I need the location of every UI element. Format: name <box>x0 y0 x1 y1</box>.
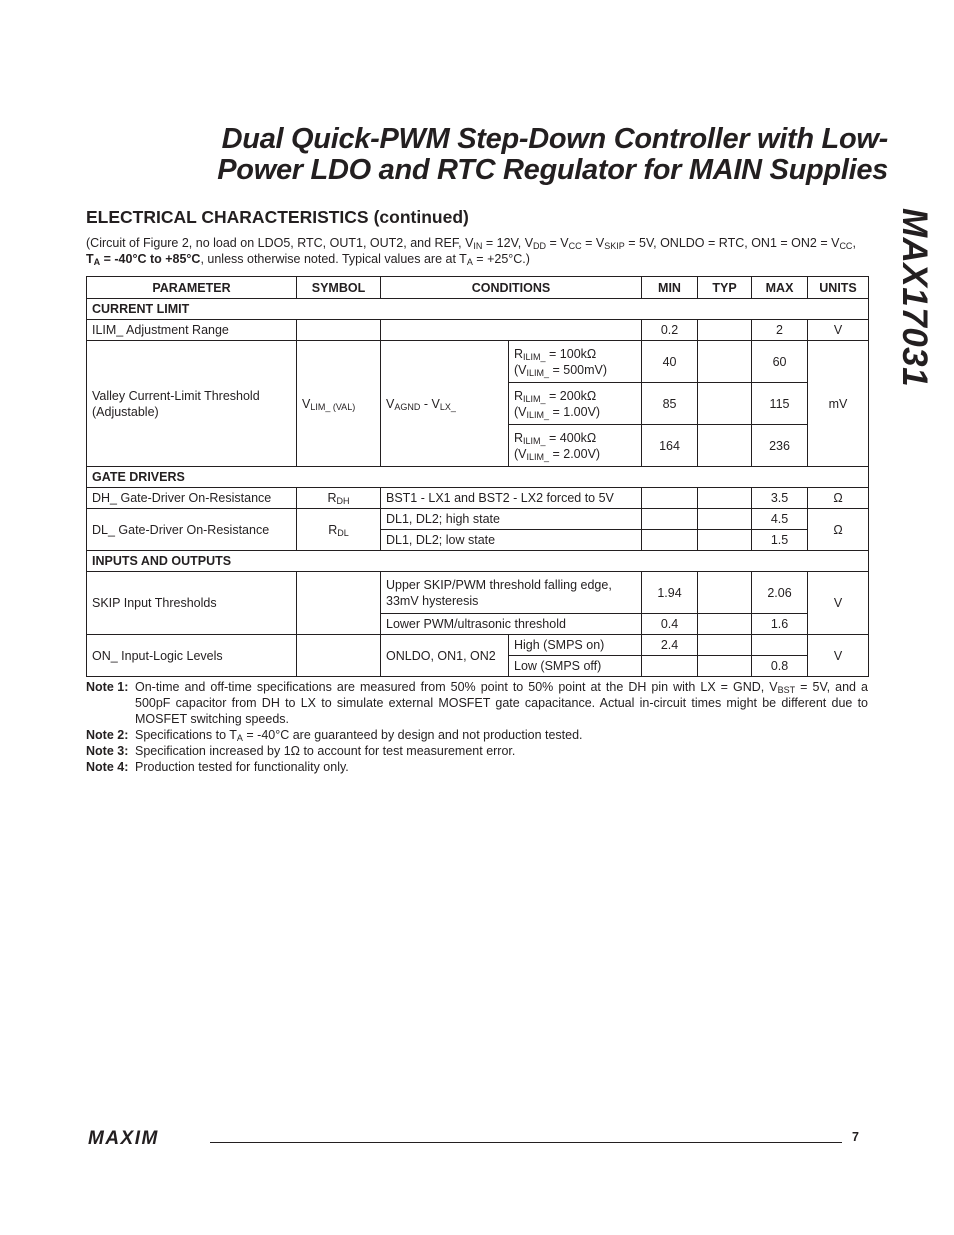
subcondition-cell <box>509 341 642 383</box>
symbol-text: V <box>302 396 311 411</box>
cond-sub: SKIP <box>604 241 625 251</box>
conditions-cell: ONLDO, ON1, ON2 <box>381 635 509 677</box>
section-title <box>86 207 469 228</box>
note-text-part: = 5V, and a 500pF capacitor from DH to LX to simulate external MOSFET gate capacitance. Actual in-circuit times might be different due to MOSFET switching speeds. <box>135 680 868 726</box>
typ-cell <box>698 572 752 614</box>
page-number: 7 <box>852 1130 859 1144</box>
cond-line: Upper SKIP/PWM threshold falling edge, <box>386 577 612 592</box>
note-text-part: Specifications to T <box>135 728 237 742</box>
subcondition-cell: Low (SMPS off) <box>509 656 642 677</box>
cond-text: (Circuit of Figure 2, no load on LDO5, RTC, OUT1, OUT2, and REF, V <box>86 236 474 250</box>
section-title-text: ELECTRICAL CHARACTERISTICS <box>86 207 369 227</box>
note-sub: BST <box>777 685 796 695</box>
typ-cell <box>698 383 752 425</box>
max-cell: 1.6 <box>752 614 808 635</box>
typ-cell <box>698 488 752 509</box>
group-inputs-outputs: INPUTS AND OUTPUTS <box>87 551 869 572</box>
cond-sub: IN <box>473 241 483 251</box>
notes <box>86 679 868 775</box>
sub-sub: ILIM_ <box>526 367 550 378</box>
sub-text: (V <box>514 362 527 377</box>
min-cell <box>642 509 698 530</box>
sub-text: = 200kΩ <box>545 388 597 403</box>
cond-text: = 5V, ONLDO = RTC, ON1 = ON2 = V <box>624 236 840 250</box>
conditions-cell: BST1 - LX1 and BST2 - LX2 forced to 5V <box>381 488 642 509</box>
header-units: UNITS <box>808 277 869 299</box>
param-cell: ILIM_ Adjustment Range <box>87 320 297 341</box>
cond-text: , unless otherwise noted. Typical values are at T <box>200 252 467 266</box>
cond-sub: A <box>93 257 101 267</box>
cond-text: , <box>852 236 856 250</box>
note-label: Note 2: <box>86 728 129 742</box>
symbol-text: R <box>327 491 337 505</box>
symbol-text: R <box>328 522 338 537</box>
sub-sub: ILIM_ <box>526 409 550 420</box>
sub-text: = 100kΩ <box>545 346 597 361</box>
min-cell <box>642 656 698 677</box>
group-row <box>87 467 869 488</box>
symbol-sub: DL <box>337 527 349 538</box>
cond-sub: A <box>466 257 473 267</box>
note-text-part: On-time and off-time specifications are measured from 50% point to 50% point at the DH pin with LX = GND, V <box>135 680 778 694</box>
logo-text: MAXIM <box>88 1128 159 1148</box>
max-cell: 2.06 <box>752 572 808 614</box>
min-cell: 40 <box>642 341 698 383</box>
units-cell: Ω <box>808 509 869 551</box>
conditions-cell <box>381 341 509 467</box>
units-cell: mV <box>808 341 869 467</box>
note-text-part: Production tested for functionality only. <box>135 760 349 774</box>
max-cell <box>752 635 808 656</box>
header-min: MIN <box>642 277 698 299</box>
note-label: Note 4: <box>86 760 129 774</box>
table-row <box>87 488 869 509</box>
param-line: (Adjustable) <box>92 404 159 419</box>
conditions-cell: DL1, DL2; high state <box>381 509 642 530</box>
header-conditions: CONDITIONS <box>381 277 642 299</box>
sub-sub: ILIM_ <box>523 435 546 446</box>
subcondition-cell <box>509 425 642 467</box>
cond-bold: = -40°C to +85°C <box>100 252 201 266</box>
cond-text: - V <box>420 396 440 411</box>
note-text <box>135 727 868 743</box>
note-text-part: Specification increased by 1Ω to account for test measurement error. <box>135 744 516 758</box>
units-cell: V <box>808 572 869 635</box>
maxim-logo <box>88 1128 200 1148</box>
units-cell: V <box>808 635 869 677</box>
table-row <box>87 509 869 530</box>
cond-text: = 12V, V <box>482 236 534 250</box>
param-cell: DH_ Gate-Driver On-Resistance <box>87 488 297 509</box>
max-cell: 60 <box>752 341 808 383</box>
cond-text: = +25°C.) <box>472 252 530 266</box>
units-cell: V <box>808 320 869 341</box>
note-text <box>135 679 868 727</box>
title-line-1: Dual Quick-PWM Step-Down Controller with Low- <box>221 123 888 155</box>
group-row <box>87 551 869 572</box>
cond-text: V <box>386 396 395 411</box>
note-label: Note 3: <box>86 744 129 758</box>
note-text-part: = -40°C are guaranteed by design and not production tested. <box>242 728 583 742</box>
note-item <box>86 759 868 775</box>
min-cell: 0.4 <box>642 614 698 635</box>
subcondition-cell <box>509 383 642 425</box>
typ-cell <box>698 656 752 677</box>
table-row <box>87 572 869 614</box>
symbol-cell <box>297 341 381 467</box>
min-cell: 2.4 <box>642 635 698 656</box>
symbol-cell <box>297 488 381 509</box>
group-row <box>87 299 869 320</box>
units-cell: Ω <box>808 488 869 509</box>
sub-text: (V <box>514 404 527 419</box>
section-continued: (continued) <box>373 207 469 227</box>
max-cell: 0.8 <box>752 656 808 677</box>
symbol-cell <box>297 320 381 341</box>
symbol-cell <box>297 635 381 677</box>
min-cell: 0.2 <box>642 320 698 341</box>
test-conditions <box>86 235 868 267</box>
header-max: MAX <box>752 277 808 299</box>
cond-sub: CC <box>568 241 582 251</box>
note-item <box>86 727 868 743</box>
symbol-cell <box>297 572 381 635</box>
note-text <box>135 743 868 759</box>
conditions-cell: Lower PWM/ultrasonic threshold <box>381 614 642 635</box>
typ-cell <box>698 425 752 467</box>
param-cell: SKIP Input Thresholds <box>87 572 297 635</box>
typ-cell <box>698 530 752 551</box>
sub-sub: ILIM_ <box>523 351 546 362</box>
min-cell: 1.94 <box>642 572 698 614</box>
cond-line: 33mV hysteresis <box>386 593 479 608</box>
sub-text: = 500mV) <box>549 362 608 377</box>
sub-sub: ILIM_ <box>523 393 546 404</box>
table-row <box>87 635 869 656</box>
cond-sub: AGND <box>394 401 421 412</box>
note-sub: A <box>236 733 243 743</box>
typ-cell <box>698 320 752 341</box>
sub-text: = 1.00V) <box>549 404 601 419</box>
sub-text: R <box>514 430 524 445</box>
max-cell: 2 <box>752 320 808 341</box>
sub-text: = 400kΩ <box>545 430 597 445</box>
sub-text: R <box>514 388 524 403</box>
note-text <box>135 759 868 775</box>
sub-text: = 2.00V) <box>549 446 601 461</box>
header-typ: TYP <box>698 277 752 299</box>
footer-rule <box>210 1142 842 1143</box>
min-cell <box>642 488 698 509</box>
group-current-limit: CURRENT LIMIT <box>87 299 869 320</box>
cond-text: = V <box>581 236 605 250</box>
sub-sub: ILIM_ <box>526 451 550 462</box>
cond-sub: LX_ <box>439 401 456 412</box>
typ-cell <box>698 509 752 530</box>
conditions-cell <box>381 320 642 341</box>
max-cell: 1.5 <box>752 530 808 551</box>
symbol-sub: DH <box>336 496 350 506</box>
side-part-number: MAX17031 <box>895 208 934 388</box>
param-cell: DL_ Gate-Driver On-Resistance <box>87 509 297 551</box>
param-cell <box>87 341 297 467</box>
cond-sub: DD <box>533 241 547 251</box>
max-cell: 4.5 <box>752 509 808 530</box>
typ-cell <box>698 635 752 656</box>
min-cell <box>642 530 698 551</box>
table-row <box>87 320 869 341</box>
typ-cell <box>698 614 752 635</box>
symbol-sub: LIM_ (VAL) <box>310 401 356 412</box>
cond-sub: CC <box>839 241 853 251</box>
max-cell: 3.5 <box>752 488 808 509</box>
document-title <box>108 124 888 186</box>
header-symbol: SYMBOL <box>297 277 381 299</box>
table-header-row <box>87 277 869 299</box>
max-cell: 115 <box>752 383 808 425</box>
table-row <box>87 341 869 383</box>
note-label: Note 1: <box>86 680 129 694</box>
note-item <box>86 679 868 727</box>
cond-text: = V <box>546 236 569 250</box>
max-cell: 236 <box>752 425 808 467</box>
title-line-2: Power LDO and RTC Regulator for MAIN Supplies <box>217 154 888 186</box>
typ-cell <box>698 341 752 383</box>
min-cell: 85 <box>642 383 698 425</box>
header-parameter: PARAMETER <box>87 277 297 299</box>
note-item <box>86 743 868 759</box>
subcondition-cell: High (SMPS on) <box>509 635 642 656</box>
cond-bold: T <box>86 252 94 266</box>
group-gate-drivers: GATE DRIVERS <box>87 467 869 488</box>
conditions-cell: DL1, DL2; low state <box>381 530 642 551</box>
min-cell: 164 <box>642 425 698 467</box>
symbol-cell <box>297 509 381 551</box>
sub-text: R <box>514 346 524 361</box>
param-cell: ON_ Input-Logic Levels <box>87 635 297 677</box>
conditions-cell <box>381 572 642 614</box>
sub-text: (V <box>514 446 527 461</box>
param-line: Valley Current-Limit Threshold <box>92 388 260 403</box>
electrical-characteristics-table <box>86 276 869 677</box>
